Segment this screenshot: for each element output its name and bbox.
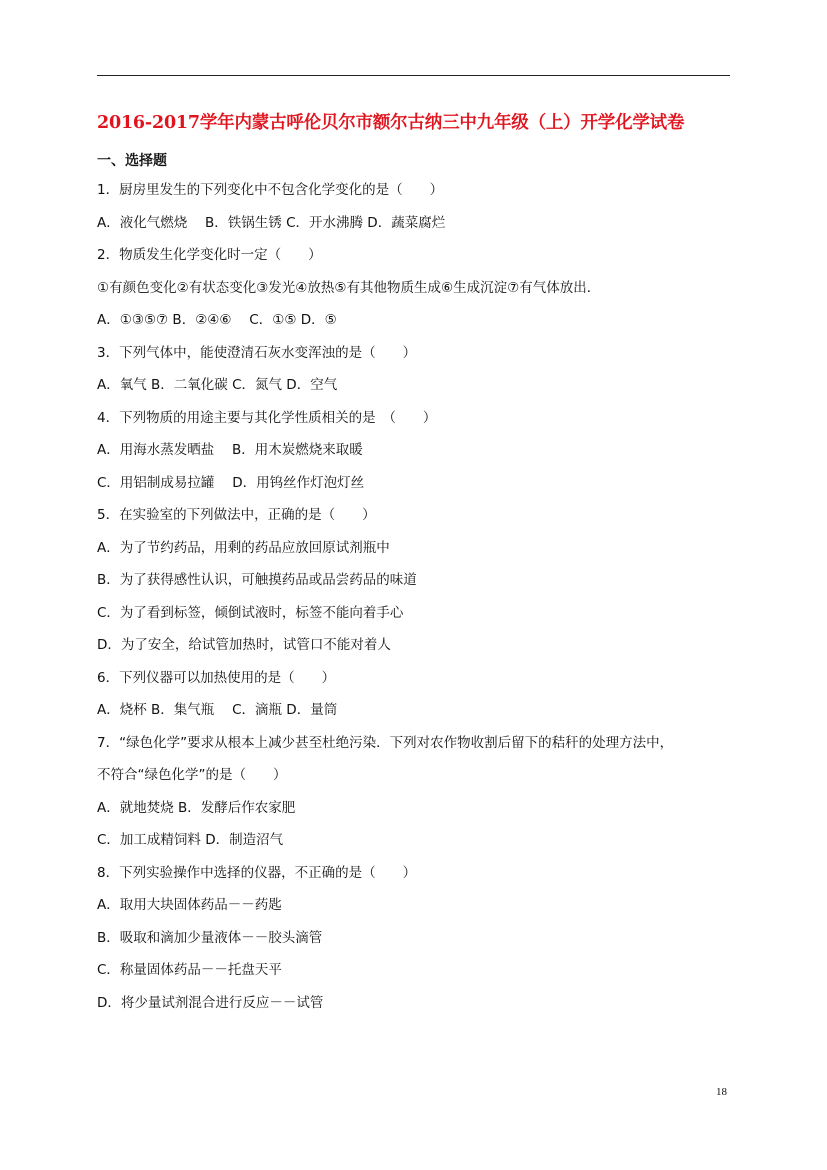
- question-line: 6．下列仪器可以加热使用的是（ ）: [97, 670, 336, 686]
- question-line: A．液化气燃烧 B．铁锅生锈 C．开水沸腾 D．蔬菜腐烂: [97, 215, 446, 231]
- question-line: ①有颜色变化②有状态变化③发光④放热⑤有其他物质生成⑥生成沉淀⑦有气体放出．: [97, 280, 601, 296]
- question-line: D．将少量试剂混合进行反应－－试管: [97, 995, 324, 1011]
- question-line: A．氧气 B．二氧化碳 C．氮气 D．空气: [97, 377, 338, 393]
- question-line: A．就地焚烧 B．发酵后作农家肥: [97, 800, 296, 816]
- question-line: C．为了看到标签，倾倒试液时，标签不能向着手心: [97, 605, 404, 621]
- question-line: C．称量固体药品－－托盘天平: [97, 962, 282, 978]
- question-line: A．为了节约药品，用剩的药品应放回原试剂瓶中: [97, 540, 390, 556]
- question-line: C．用铝制成易拉罐 D．用钨丝作灯泡灯丝: [97, 475, 365, 491]
- question-line: 3．下列气体中，能使澄清石灰水变浑浊的是（ ）: [97, 345, 417, 361]
- question-line: C．加工成精饲料 D．制造沼气: [97, 832, 284, 848]
- question-line: 5．在实验室的下列做法中，正确的是（ ）: [97, 507, 376, 523]
- question-line: 8．下列实验操作中选择的仪器，不正确的是（ ）: [97, 865, 417, 881]
- question-line: B．为了获得感性认识，可触摸药品或品尝药品的味道: [97, 572, 417, 588]
- question-line: A．①③⑤⑦ B．②④⑥ C．①⑤ D．⑤: [97, 312, 337, 328]
- section-heading: 一、选择题: [97, 153, 167, 169]
- question-line: 4．下列物质的用途主要与其化学性质相关的是 （ ）: [97, 410, 437, 426]
- question-line: A．烧杯 B．集气瓶 C．滴瓶 D．量筒: [97, 702, 338, 718]
- question-line: A．取用大块固体药品－－药匙: [97, 897, 282, 913]
- question-line: 2．物质发生化学变化时一定（ ）: [97, 247, 322, 263]
- question-line: A．用海水蒸发晒盐 B．用木炭燃烧来取暖: [97, 442, 363, 458]
- question-line: D．为了安全，给试管加热时，试管口不能对着人: [97, 637, 391, 653]
- question-line: 7．“绿色化学”要求从根本上减少甚至杜绝污染．下列对农作物收割后留下的秸秆的处理方法中，: [97, 735, 674, 751]
- question-line: B．吸取和滴加少量液体－－胶头滴管: [97, 930, 323, 946]
- document-title: 2016-2017学年内蒙古呼伦贝尔市额尔古纳三中九年级（上）开学化学试卷: [97, 113, 685, 133]
- page-number: 18: [716, 1086, 727, 1098]
- question-line: 1．厨房里发生的下列变化中不包含化学变化的是（ ）: [97, 182, 444, 198]
- question-line: 不符合“绿色化学”的是（ ）: [97, 767, 287, 783]
- header-rule: [97, 75, 730, 76]
